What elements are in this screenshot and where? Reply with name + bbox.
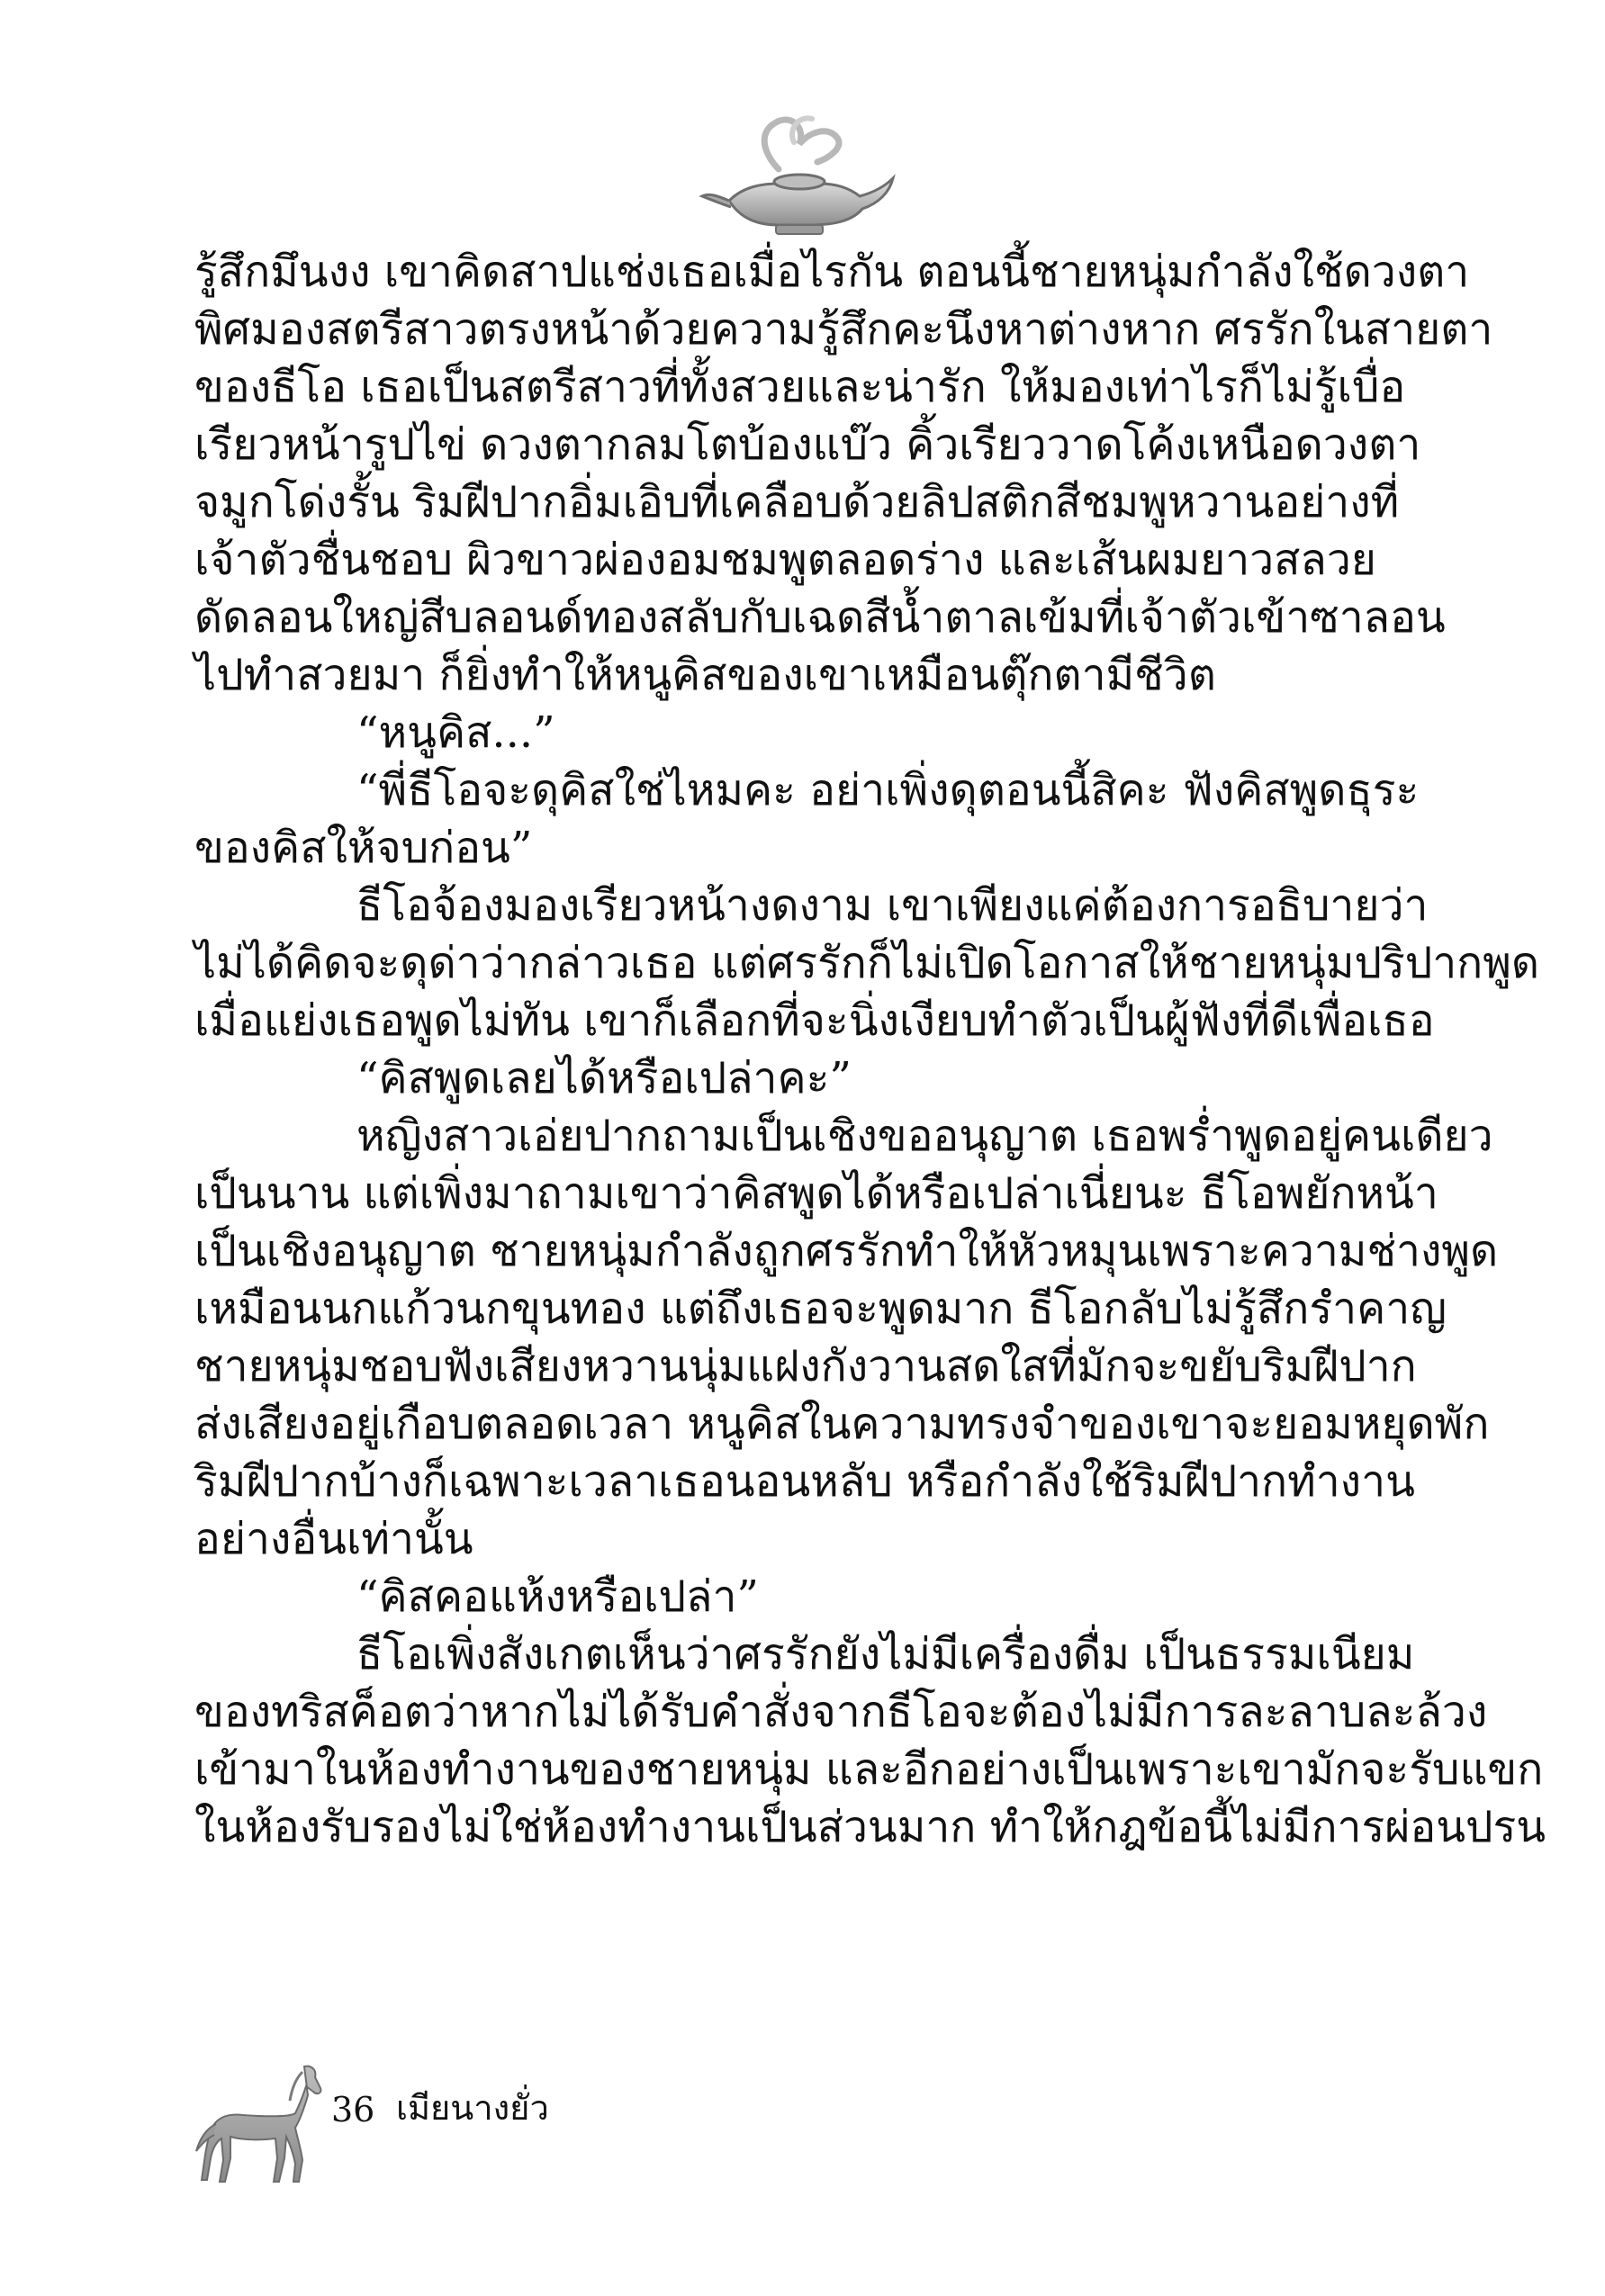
text-line: เข้ามาในห้องทำงานของชายหนุ่ม และอีกอย่างเป็นเพราะเขามักจะรับแขก <box>194 1744 1544 1795</box>
dialogue-line: “คิสพูดเลยได้หรือเปล่าคะ” <box>356 1053 852 1103</box>
text-line: เรียวหน้ารูปไข่ ดวงตากลมโตบ้องแบ๊ว คิ้วเรียววาดโค้งเหนือดวงตา <box>194 419 1421 470</box>
text-line: เป็นนาน แต่เพิ่งมาถามเขาว่าคิสพูดได้หรือเปล่าเนี่ยนะ ธีโอพยักหน้า <box>194 1168 1438 1219</box>
text-line: เหมือนนกแก้วนกขุนทอง แต่ถึงเธอจะพูดมาก ธีโอกลับไม่รู้สึกรำคาญ <box>194 1283 1447 1334</box>
page-footer <box>189 2061 729 2187</box>
text-line: ของทริสค็อตว่าหากไม่ได้รับคำสั่งจากธีโอจะต้องไม่มีการละลาบละล้วง <box>194 1687 1488 1737</box>
text-line: ไม่ได้คิดจะดุด่าว่ากล่าวเธอ แต่ศรรักก็ไม่เปิดโอกาสให้ชายหนุ่มปริปากพูด <box>194 938 1540 988</box>
page-number: 36 <box>331 2090 375 2129</box>
dialogue-line: “หนูคิส...” <box>356 707 555 758</box>
text-line: ไปทำสวยมา ก็ยิ่งทำให้หนูคิสของเขาเหมือนตุ๊กตามีชีวิต <box>194 650 1216 700</box>
text-line: อย่างอื่นเท่านั้น <box>194 1514 473 1564</box>
text-line: ชายหนุ่มชอบฟังเสียงหวานนุ่มแฝงกังวานสดใสที่มักจะขยับริมฝีปาก <box>194 1341 1417 1391</box>
horse-icon <box>189 2061 338 2187</box>
dialogue-line: “พี่ธีโอจะดุคิสใช่ไหมคะ อย่าเพิ่งดุตอนนี้สิคะ ฟังคิสพูดธุระ <box>356 765 1420 815</box>
text-line: ของธีโอ เธอเป็นสตรีสาวที่ทั้งสวยและน่ารัก ให้มองเท่าไรก็ไม่รู้เบื่อ <box>194 362 1406 412</box>
text-line: ของคิสให้จบก่อน” <box>194 823 533 873</box>
dialogue-line: “คิสคอแห้งหรือเปล่า” <box>356 1571 759 1622</box>
paragraph-start: ธีโอจ้องมองเรียวหน้างดงาม เขาเพียงแค่ต้องการอธิบายว่า <box>356 880 1429 931</box>
genie-lamp-icon <box>693 106 900 241</box>
body-text <box>194 243 1546 1856</box>
text-line: เมื่อแย่งเธอพูดไม่ทัน เขาก็เลือกที่จะนิ่งเงียบทำตัวเป็นผู้ฟังที่ดีเพื่อเธอ <box>194 995 1435 1046</box>
book-title: เมียนางยั่ว <box>396 2088 549 2128</box>
text-line: ดัดลอนใหญ่สีบลอนด์ทองสลับกับเฉดสีน้ำตาลเข้มที่เจ้าตัวเข้าซาลอน <box>194 592 1446 643</box>
text-line: รู้สึกมึนงง เขาคิดสาปแช่งเธอเมื่อไรกัน ตอนนี้ชายหนุ่มกำลังใช้ดวงตา <box>194 247 1470 297</box>
text-line: ในห้องรับรองไม่ใช่ห้องทำงานเป็นส่วนมาก ทำให้กฎข้อนี้ไม่มีการผ่อนปรน <box>194 1802 1546 1852</box>
text-line: ริมฝีปากบ้างก็เฉพาะเวลาเธอนอนหลับ หรือกำลังใช้ริมฝีปากทำงาน <box>194 1456 1415 1507</box>
text-line: จมูกโด่งรั้น ริมฝีปากอิ่มเอิบที่เคลือบด้วยลิปสติกสีชมพูหวานอย่างที่ <box>194 477 1400 527</box>
text-line: พิศมองสตรีสาวตรงหน้าด้วยความรู้สึกคะนึงหาต่างหาก ศรรักในสายตา <box>194 304 1493 355</box>
paragraph-start: ธีโอเพิ่งสังเกตเห็นว่าศรรักยังไม่มีเครื่องดื่ม เป็นธรรมเนียม <box>356 1629 1415 1679</box>
text-line: เป็นเชิงอนุญาต ชายหนุ่มกำลังถูกศรรักทำให้หัวหมุนเพราะความช่างพูด <box>194 1226 1499 1276</box>
text-line: ส่งเสียงอยู่เกือบตลอดเวลา หนูคิสในความทรงจำของเขาจะยอมหยุดพัก <box>194 1399 1490 1449</box>
paragraph-start: หญิงสาวเอ่ยปากถามเป็นเชิงขออนุญาต เธอพร่ำพูดอยู่คนเดียว <box>356 1111 1493 1161</box>
text-line: เจ้าตัวชื่นชอบ ผิวขาวผ่องอมชมพูตลอดร่าง และเส้นผมยาวสลวย <box>194 535 1376 585</box>
